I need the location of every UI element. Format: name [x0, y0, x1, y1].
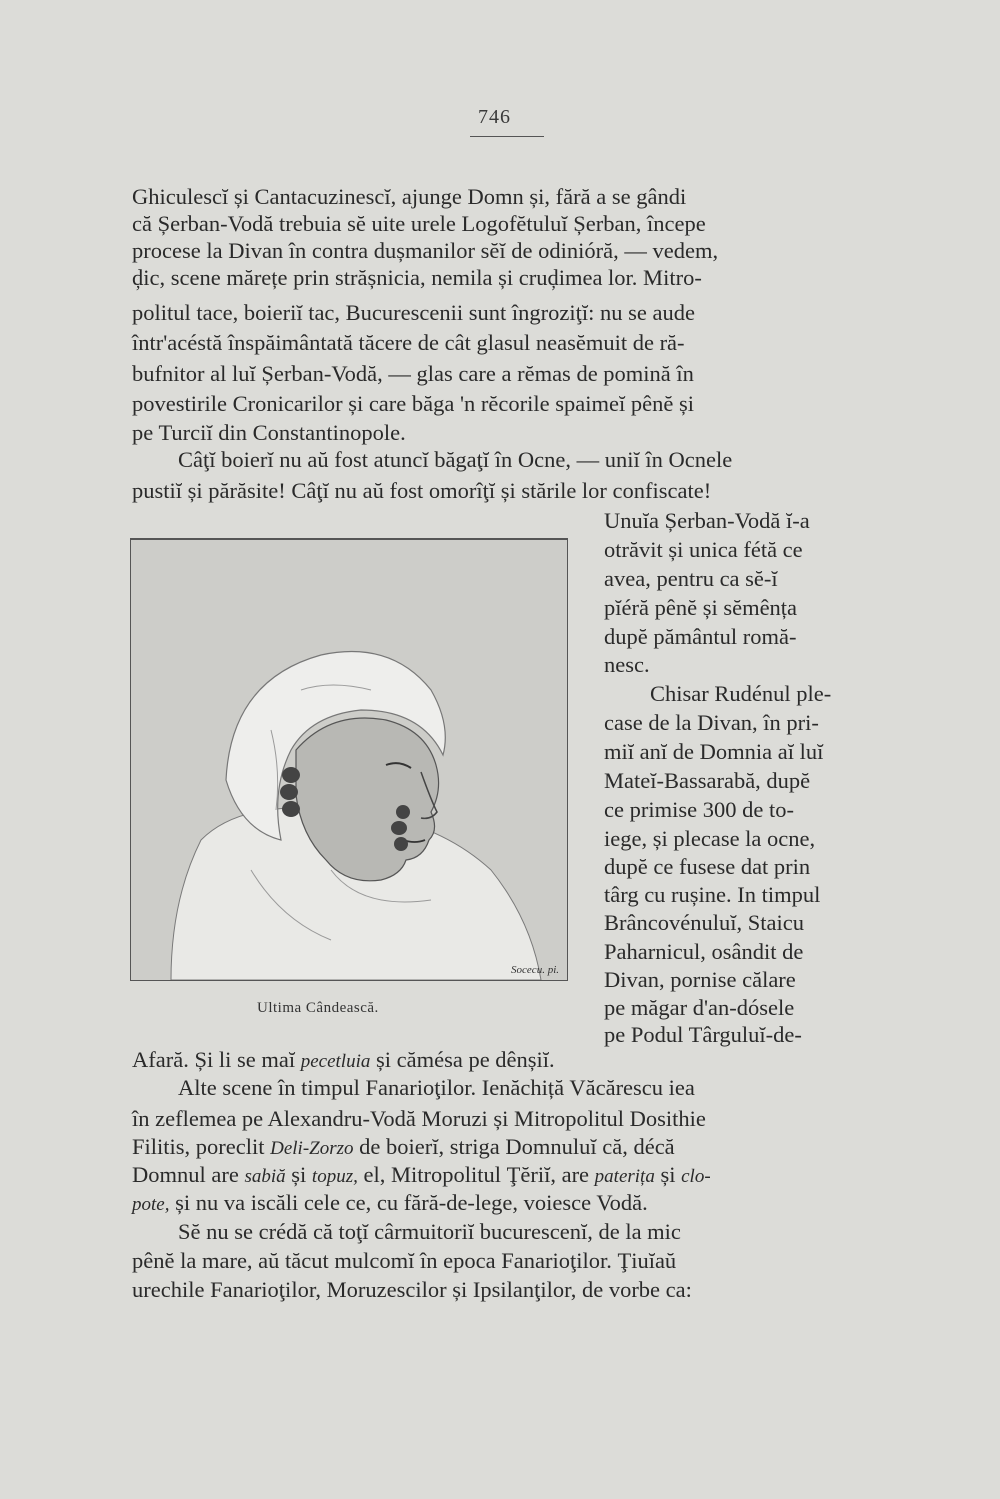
text-line: bufnitor al luĭ Șerban-Vodă, — glas care a rĕmas de pomină în	[132, 361, 694, 386]
artist-signature: Socecu. pi.	[511, 964, 559, 976]
text-line: Divan, pornise călare	[604, 967, 796, 992]
text-line: Ghiculescĭ și Cantacuzinescĭ, ajunge Domn și, fără a se gândi	[132, 184, 687, 209]
text-line: Sĕ nu se crédă că toţĭ cârmuitoriĭ bucurescenĭ, de la mic	[178, 1219, 681, 1244]
text-line: că Șerban-Vodă trebuia sĕ uite urele Logofĕtuluĭ Șerban, începe	[132, 211, 706, 236]
text-line: pe Turciĭ din Constantinopole.	[132, 420, 406, 445]
text-line: politul tace, boieriĭ tac, Bucurescenii sunt îngroziţĭ: nu se aude	[132, 300, 695, 325]
text-line: miĭ anĭ de Domnia aĭ luĭ	[604, 739, 824, 764]
text-line: într'acéstă înspăimântată tăcere de cât glasul neasĕmuit de ră-	[132, 330, 685, 355]
text-line: dupĕ ce fusese dat prin	[604, 854, 811, 879]
text-line: procese la Divan în contra dușmanilor sĕĭ de odinióră, — vedem,	[132, 238, 719, 263]
text-line: iege, și plecase la ocne,	[604, 826, 816, 851]
page-number: 746	[478, 106, 511, 128]
text-line: Alte scene în timpul Fanarioţilor. Ienăchiță Văcărescu iea	[178, 1075, 695, 1100]
header-rule	[470, 136, 544, 137]
portrait-drawing	[131, 540, 567, 980]
text-line: dupĕ pământul romă-	[604, 624, 797, 649]
text-line: pĭéră pênĕ și sĕmênța	[604, 595, 798, 620]
text-line: pe măgar d'an-dósele	[604, 995, 795, 1020]
text-line: Câţĭ boierĭ nu aŭ fost atuncĭ băgaţĭ în Ocne, — uniĭ în Ocnele	[178, 447, 733, 472]
text-line: case de la Divan, în pri-	[604, 710, 819, 735]
text-line: urechile Fanarioţilor, Moruzescilor și Ipsilanţilor, de vorbe ca:	[132, 1277, 692, 1302]
text-line: Domnul are sabiă și topuz, el, Mitropolitul Ţĕriĭ, are paterița și clo-	[132, 1162, 711, 1187]
text-line: pote, și nu va iscăli cele ce, cu fără-de-lege, voiesce Vodă.	[132, 1190, 648, 1215]
figure-caption: Ultima Cândească.	[257, 1000, 379, 1016]
text-line: Unuĭa Șerban-Vodă ĭ-a	[604, 508, 810, 533]
text-line: Chisar Rudénul ple-	[650, 681, 832, 706]
text-line: Brâncovénuluĭ, Staicu	[604, 910, 804, 935]
text-line: Filitis, poreclit Deli-Zorzo de boierĭ, striga Domnuluĭ că, décă	[132, 1134, 675, 1159]
text-line: Afară. Și li se maĭ pecetluia și cămésa pe dênșiĭ.	[132, 1047, 555, 1072]
text-line: pustiĭ și părăsite! Câţĭ nu aŭ fost omorîţĭ și stările lor confiscate!	[132, 478, 712, 503]
text-line: avea, pentru ca sĕ-ĭ	[604, 566, 778, 591]
text-line: otrăvit și unica fétă ce	[604, 537, 803, 562]
portrait-illustration	[130, 538, 568, 981]
text-line: nesc.	[604, 652, 650, 677]
text-line: povestirile Cronicarilor și care băga 'n rĕcorile spaimeĭ pênĕ și	[132, 391, 694, 416]
text-line: pe Podul Târguluĭ-de-	[604, 1022, 802, 1047]
text-line: în zeflemea pe Alexandru-Vodă Moruzi și Mitropolitul Dosithie	[132, 1106, 706, 1131]
text-line: târg cu rușine. In timpul	[604, 882, 821, 907]
text-line: ḑic, scene mărețe prin strășnicia, nemila și cruḑimea lor. Mitro-	[132, 265, 702, 290]
text-line: ce primise 300 de to-	[604, 797, 794, 822]
text-line: Mateĭ-Bassarabă, dupĕ	[604, 768, 811, 793]
text-line: Paharnicul, osândit de	[604, 939, 804, 964]
text-line: pênĕ la mare, aŭ tăcut mulcomĭ în epoca Fanarioţilor. Ţiuĭaŭ	[132, 1248, 677, 1273]
